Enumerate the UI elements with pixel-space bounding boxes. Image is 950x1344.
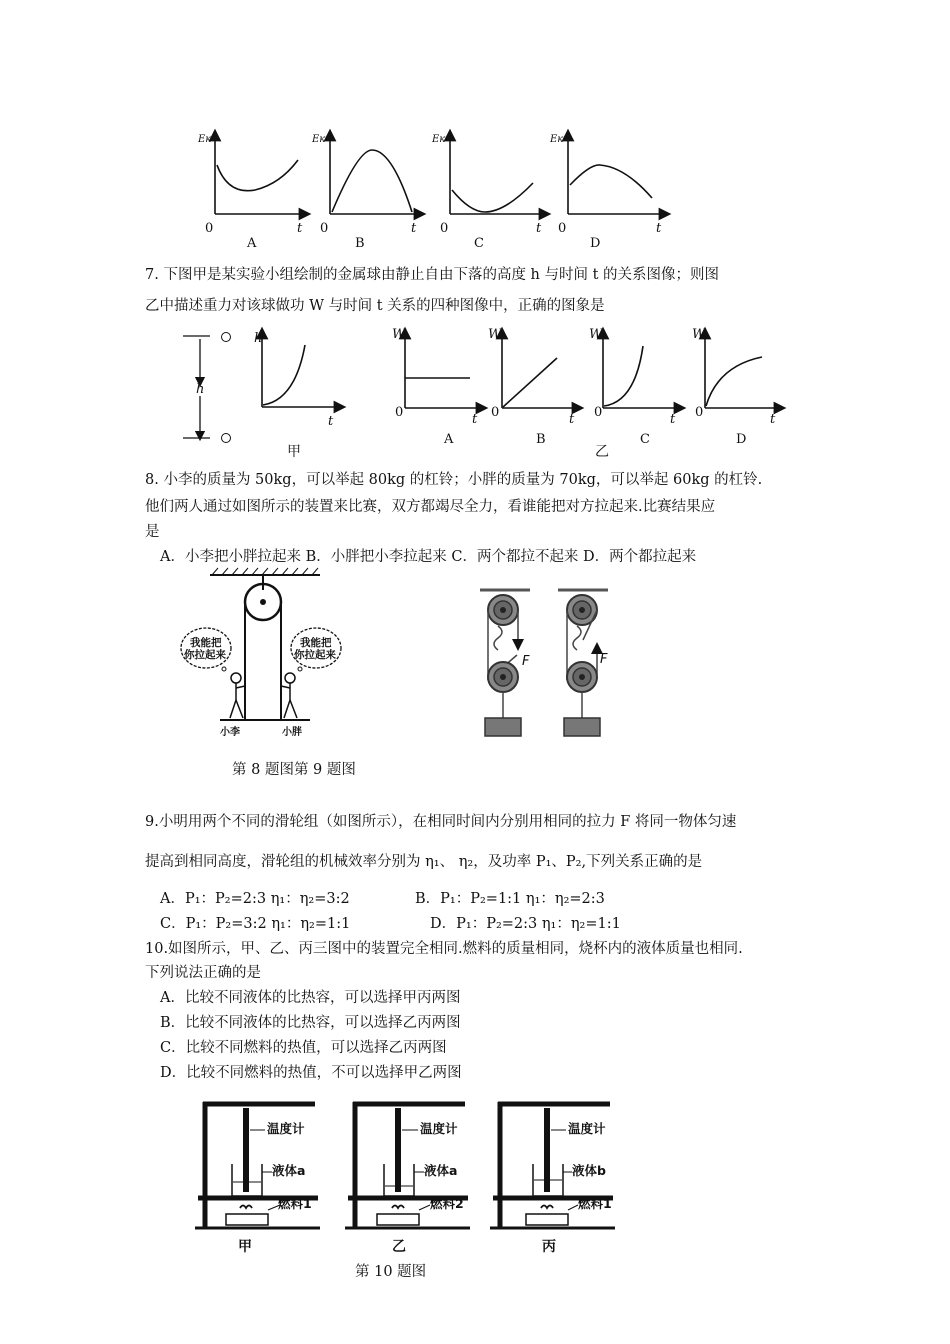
q6-c-yaxis: Eк bbox=[432, 134, 446, 145]
q7-a-xaxis: t bbox=[472, 412, 478, 427]
q9-option-d: D．P₁：P₂=2:3 η₁：η₂=1:1 bbox=[430, 916, 621, 932]
q10-text-line1: 10.如图所示，甲、乙、丙三图中的装置完全相同.燃料的质量相同，烧杯内的液体质量也相同. bbox=[145, 941, 743, 957]
left-bubble-line2: 你拉起来 bbox=[184, 649, 226, 661]
q7-a-yaxis: W bbox=[392, 327, 406, 342]
bing-liquid-label: 液体b bbox=[572, 1163, 606, 1178]
q7-c-letter: C bbox=[640, 432, 650, 447]
q10-option-c: C．比较不同燃料的热值，可以选择乙丙两图 bbox=[160, 1040, 447, 1056]
right-bubble-line1: 我能把 bbox=[300, 637, 332, 649]
setup-bing bbox=[490, 1102, 615, 1255]
jia-thermometer-label: 温度计 bbox=[267, 1121, 305, 1136]
q10-caption: 第 10 题图 bbox=[355, 1264, 427, 1280]
q6-a-xaxis: t bbox=[297, 221, 303, 236]
q9-option-a: A．P₁：P₂=2:3 η₁：η₂=3:2 bbox=[160, 891, 350, 907]
q7-b-xaxis: t bbox=[569, 412, 575, 427]
bing-fuel-label: 燃料1 bbox=[578, 1196, 612, 1211]
q9-text-line2: 提高到相同高度，滑轮组的机械效率分别为 η₁、 η₂，及功率 P₁、P₂,下列关系正确的是 bbox=[145, 854, 703, 870]
q7-d-letter: D bbox=[736, 432, 747, 447]
setup-yi bbox=[345, 1102, 470, 1255]
flame-icon bbox=[541, 1206, 553, 1209]
force-label-2: F bbox=[600, 652, 608, 667]
q7-c-origin: 0 bbox=[594, 405, 603, 420]
q7-b-yaxis: W bbox=[488, 327, 502, 342]
q7-yi-caption: 乙 bbox=[595, 444, 609, 460]
q7-jia-caption: 甲 bbox=[287, 444, 301, 460]
q6-b-origin: 0 bbox=[320, 221, 329, 236]
name-xiaoli: 小李 bbox=[220, 727, 240, 738]
q6-d-origin: 0 bbox=[558, 221, 567, 236]
flame-icon bbox=[240, 1206, 252, 1209]
q9-option-c: C．P₁：P₂=3:2 η₁：η₂=1:1 bbox=[160, 916, 351, 932]
bing-name: 丙 bbox=[542, 1239, 556, 1255]
q7-d-origin: 0 bbox=[695, 405, 704, 420]
flame-icon bbox=[392, 1206, 404, 1209]
q7-text-line1: 7. 下图甲是某实验小组绘制的金属球由静止自由下落的高度 h 与时间 t 的关系图像；则图 bbox=[145, 267, 720, 283]
jia-liquid-label: 液体a bbox=[272, 1163, 306, 1178]
q7-c-xaxis: t bbox=[670, 412, 676, 427]
q6-b-yaxis: Eк bbox=[312, 134, 326, 145]
yi-thermometer-label: 温度计 bbox=[420, 1121, 458, 1136]
q7-b-origin: 0 bbox=[491, 405, 500, 420]
q6-b-xaxis: t bbox=[411, 221, 417, 236]
q6-a-yaxis: Eк bbox=[198, 134, 212, 145]
q7-c-yaxis: W bbox=[589, 327, 603, 342]
q8-text-line1: 8. 小李的质量为 50kg，可以举起 80kg 的杠铃；小胖的质量为 70kg，可以举起 60kg 的杠铃. bbox=[145, 472, 763, 488]
q10-option-d: D．比较不同燃料的热值，不可以选择甲乙两图 bbox=[160, 1065, 462, 1081]
q7-a-origin: 0 bbox=[395, 405, 404, 420]
force-label-1: F bbox=[522, 654, 530, 669]
q8-text-line3: 是 bbox=[145, 524, 160, 540]
q7-b-letter: B bbox=[536, 432, 546, 447]
q7-jia-yaxis: h bbox=[254, 331, 263, 346]
name-xiaopang: 小胖 bbox=[282, 727, 302, 738]
q7-text-line2: 乙中描述重力对该球做功 W 与时间 t 关系的四种图像中，正确的图象是 bbox=[145, 298, 605, 314]
q6-a-origin: 0 bbox=[205, 221, 214, 236]
bing-thermometer-label: 温度计 bbox=[568, 1121, 606, 1136]
left-bubble-line1: 我能把 bbox=[190, 637, 222, 649]
yi-name: 乙 bbox=[392, 1239, 406, 1255]
right-bubble-line2: 你拉起来 bbox=[294, 649, 336, 661]
setup-jia bbox=[195, 1102, 320, 1255]
q6-d-xaxis: t bbox=[656, 221, 662, 236]
q10-option-b: B．比较不同液体的比热容，可以选择乙丙两图 bbox=[160, 1015, 461, 1031]
q6-b-letter: B bbox=[355, 236, 365, 251]
q9-text-line1: 9.小明用两个不同的滑轮组（如图所示），在相同时间内分别用相同的拉力 F 将同一物体匀速 bbox=[145, 814, 737, 830]
q7-jia-xaxis: t bbox=[328, 414, 334, 429]
q6-c-letter: C bbox=[474, 236, 484, 251]
q7-d-xaxis: t bbox=[770, 412, 776, 427]
q6-c-xaxis: t bbox=[536, 221, 542, 236]
q9-option-b: B．P₁：P₂=1:1 η₁：η₂=2:3 bbox=[415, 891, 605, 907]
q6-d-letter: D bbox=[590, 236, 601, 251]
jia-name: 甲 bbox=[238, 1239, 252, 1255]
yi-fuel-label: 燃料2 bbox=[430, 1196, 464, 1211]
q7-a-letter: A bbox=[444, 432, 454, 447]
q7-d-yaxis: W bbox=[692, 327, 706, 342]
yi-liquid-label: 液体a bbox=[424, 1163, 458, 1178]
q6-d-yaxis: Eк bbox=[550, 134, 564, 145]
jia-fuel-label: 燃料1 bbox=[278, 1196, 312, 1211]
q8-caption: 第 8 题图第 9 题图 bbox=[232, 762, 356, 778]
q6-a-letter: A bbox=[247, 236, 257, 251]
q10-option-a: A．比较不同液体的比热容，可以选择甲丙两图 bbox=[160, 990, 461, 1006]
q10-text-line2: 下列说法正确的是 bbox=[145, 965, 261, 981]
q7-jia-side-label: h bbox=[196, 382, 205, 397]
q6-c-origin: 0 bbox=[440, 221, 449, 236]
q8-options: A．小李把小胖拉起来 B．小胖把小李拉起来 C．两个都拉不起来 D．两个都拉起来 bbox=[160, 549, 697, 565]
q8-text-line2: 他们两人通过如图所示的装置来比赛，双方都竭尽全力，看谁能把对方拉起来.比赛结果应 bbox=[145, 499, 716, 515]
